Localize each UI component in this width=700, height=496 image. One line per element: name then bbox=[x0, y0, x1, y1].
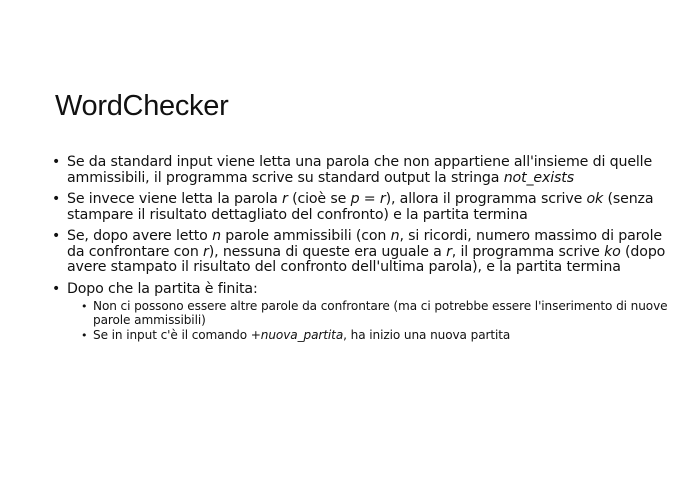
text-run: r bbox=[379, 191, 386, 207]
bullet-icon: • bbox=[52, 191, 61, 207]
bullet-item bbox=[50, 192, 670, 223]
text-run: ), nessuna di queste era uguale a bbox=[208, 243, 447, 260]
bullet-list bbox=[50, 155, 670, 343]
bullet-text bbox=[67, 191, 653, 223]
text-run: Se da standard input viene letta una parola che non appartiene all'insieme di quelle ammissibili, il programma scrive su standard output la stringa bbox=[67, 154, 653, 186]
text-run: n bbox=[212, 228, 221, 244]
text-run: , si ricordi, numero massimo di parole da confrontare con bbox=[67, 228, 662, 260]
text-run: (cioè se bbox=[287, 191, 351, 207]
text-run: ok bbox=[586, 191, 604, 207]
sub-bullet-text bbox=[93, 328, 510, 342]
text-run: r bbox=[203, 243, 209, 260]
text-run: , il programma scrive bbox=[451, 243, 605, 260]
bullet-text bbox=[67, 281, 258, 297]
text-run: r bbox=[282, 191, 288, 207]
text-run: parole ammissibili (con bbox=[220, 228, 391, 244]
text-run: (senza stampare il risultato dettagliato del confronto) e la partita termina bbox=[67, 191, 654, 223]
text-run: not_exists bbox=[503, 169, 574, 186]
sub-bullet-item bbox=[79, 300, 670, 327]
sub-bullet-text bbox=[93, 299, 667, 327]
text-run: Se, dopo avere letto bbox=[67, 228, 213, 244]
slide-content bbox=[50, 155, 670, 349]
sub-bullet-icon: • bbox=[81, 300, 88, 313]
sub-bullet-item bbox=[79, 329, 670, 343]
text-run: Dopo che la partita è finita: bbox=[67, 280, 258, 297]
bullet-item bbox=[50, 229, 670, 276]
text-run: r bbox=[446, 243, 452, 260]
text-run: , ha inizio una nuova partita bbox=[343, 328, 511, 342]
text-run: Se invece viene letta la parola bbox=[67, 191, 283, 207]
text-run: p bbox=[350, 191, 360, 207]
text-run: ko bbox=[604, 243, 621, 260]
bullet-text bbox=[67, 154, 652, 186]
bullet-item bbox=[50, 282, 670, 343]
bullet-icon: • bbox=[52, 154, 61, 170]
bullet-icon: • bbox=[52, 228, 61, 244]
text-run: n bbox=[390, 228, 400, 244]
sub-bullet-list bbox=[67, 300, 670, 343]
text-run: ), allora il programma scrive bbox=[385, 191, 587, 207]
sub-bullet-icon: • bbox=[81, 329, 88, 342]
bullet-icon: • bbox=[52, 280, 61, 297]
bullet-text bbox=[67, 228, 665, 275]
text-run: +nuova_partita bbox=[250, 328, 344, 342]
text-run: Se in input c'è il comando bbox=[93, 328, 251, 342]
text-run: Non ci possono essere altre parole da confrontare (ma ci potrebbe essere l'inserimento di nuove parole ammissibili) bbox=[93, 299, 668, 327]
text-run: (dopo avere stampato il risultato del confronto dell'ultima parola), e la partita termina bbox=[67, 243, 666, 275]
slide-title: WordChecker bbox=[55, 90, 229, 122]
bullet-item bbox=[50, 155, 670, 186]
text-run: = bbox=[359, 191, 380, 207]
